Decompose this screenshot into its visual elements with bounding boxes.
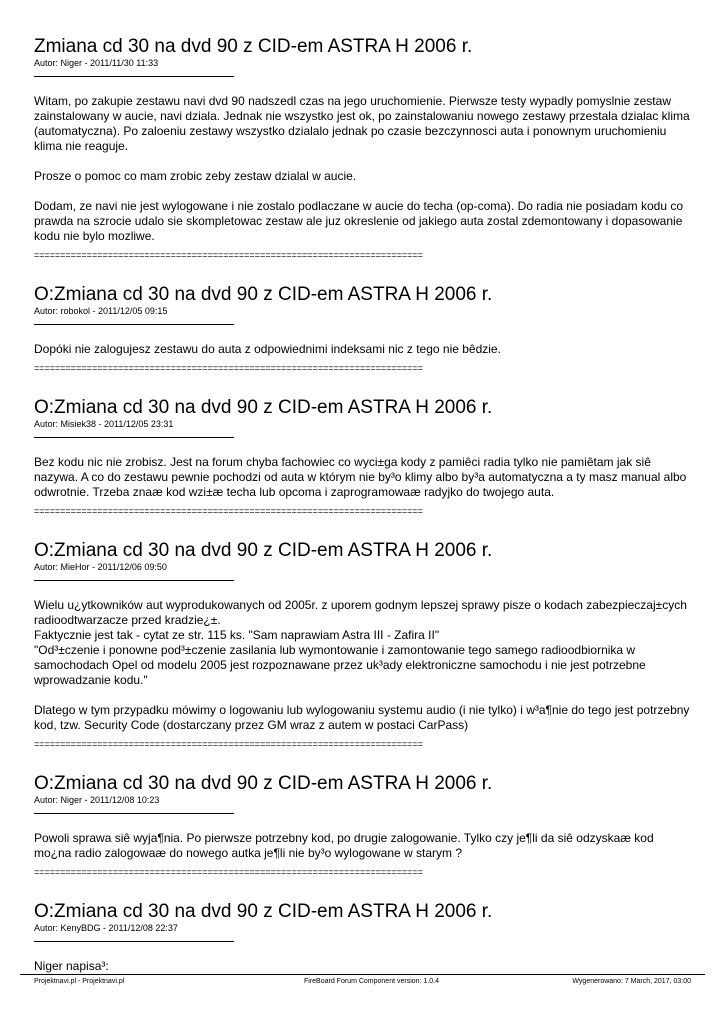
post-title: O:Zmiana cd 30 na dvd 90 z CID-em ASTRA H 2006 r. [34,901,493,922]
post-title: O:Zmiana cd 30 na dvd 90 z CID-em ASTRA H 2006 r. [34,773,493,794]
post-body [34,342,694,357]
title-underline [34,941,234,942]
post-body [34,94,694,244]
forum-post [34,540,694,749]
title-underline [34,813,234,814]
post-paragraph: Dodam, ze navi nie jest wylogowane i nie zostalo podlaczane w aucie do techa (op-coma). Do radia nie posiadam kodu co prawda na szrocie udalo sie skompletowac zestaw ale juz okreslenie od jakiego auta zostal zdemontowany i dopasowanie kodu nie bylo mozliwe. [34,199,687,243]
forum-post [34,773,694,877]
post-author: Autor: Misiek38 - 2011/12/05 23:31 [34,419,174,429]
post-separator: ========================================================================== [34,250,423,260]
post-separator: ========================================================================== [34,739,423,749]
post-body [34,455,694,500]
post-paragraph: Bez kodu nic nie zrobisz. Jest na forum chyba fachowiec co wyci±ga kody z pamiêci radia tylko nie pamiêtam jak siê nazywa. A co do zestawu pewnie pochodzi od auta w którym nie by³o klimy albo by³a automatyczna a ty masz manual albo odwrotnie. Trzeba znaæ kod wzi±æ techa lub opcoma i zaprogramowaæ radyjko do twojego auta. [34,455,690,499]
post-paragraph: Witam, po zakupie zestawu navi dvd 90 nadszedl czas na jego uruchomienie. Pierwsze testy wypadly pomyslnie zestaw zainstalowany w aucie, navi dziala. Jednak nie wszystko jest ok, po zainstalowaniu nowego zestawy przestala dzialac klima (automatyczna). Po zaloeniu zestawy wszystko dzialalo jednak po czasie bezczynnosci auta i ponownym uruchomieniu klima nie reaguje. [34,94,694,153]
post-author: Autor: Niger - 2011/11/30 11:33 [34,58,159,68]
forum-post [34,901,694,974]
post-title: O:Zmiana cd 30 na dvd 90 z CID-em ASTRA H 2006 r. [34,284,493,305]
post-paragraph: Powoli sprawa siê wyja¶nia. Po pierwsze potrzebny kod, po drugie zalogowanie. Tylko czy je¶li da siê odzyskaæ kod mo¿na radio zalogowaæ do nowego autka je¶li nie by³o wylogowane w starym ? [34,831,657,860]
post-paragraph: Niger napisa³: [34,959,109,973]
post-paragraph: Wielu u¿ytkowników aut wyprodukowanych od 2005r. z uporem godnym lepszej sprawy pisze o kodach zabezpieczaj±cych radioodtwarzacze przed kradzie¿±. Faktycznie jest tak - cytat ze str. 115 ks. "Sam naprawiam Astra III - Zafira II" "Od³±czenie i ponowne pod³±czenie zasilania lub wymontowanie i zamontowanie tego samego radioodbiornika w samochodach Opel od modelu 2005 jest rozpoznawane przez uk³ady elektroniczne samochodu i nie jest potrzebne wprowadzanie kodu." [34,598,687,687]
post-paragraph: Dopóki nie zalogujesz zestawu do auta z odpowiednimi indeksami nic z tego nie bêdzie. [34,342,501,356]
post-author: Autor: Niger - 2011/12/08 10:23 [34,795,160,805]
post-author: Autor: KenyBDG - 2011/12/08 22:37 [34,923,178,933]
forum-post [34,397,694,516]
post-separator: ========================================================================== [34,867,423,877]
post-body [34,831,694,861]
title-underline [34,437,234,438]
post-title: O:Zmiana cd 30 na dvd 90 z CID-em ASTRA H 2006 r. [34,397,493,418]
page-footer [20,974,705,985]
post-paragraph: Dlatego w tym przypadku mówimy o logowaniu lub wylogowaniu systemu audio (i nie tylko) i w³a¶nie do tego jest potrzebny kod, tzw. Security Code (dostarczany przez GM wraz z autem w postaci CarPass) [34,703,693,732]
post-paragraph: Prosze o pomoc co mam zrobic zeby zestaw dzialal w aucie. [34,169,357,183]
post-body [34,598,694,733]
forum-post [34,284,694,373]
forum-post [34,36,694,260]
footer-generated: Wygenerowano: 7 March, 2017, 03:00 [572,978,691,985]
post-author: Autor: robokol - 2011/12/05 09:15 [34,306,168,316]
title-underline [34,76,234,77]
forum-thread [34,36,694,974]
title-underline [34,324,234,325]
post-body [34,959,694,974]
post-title: Zmiana cd 30 na dvd 90 z CID-em ASTRA H 2006 r. [34,36,473,57]
post-title: O:Zmiana cd 30 na dvd 90 z CID-em ASTRA H 2006 r. [34,540,493,561]
footer-component: FireBoard Forum Component version: 1.0.4 [304,978,440,985]
footer-site: Projektnavi.pl - Projektnavi.pl [34,978,125,985]
post-separator: ========================================================================== [34,363,423,373]
title-underline [34,580,234,581]
post-separator: ========================================================================== [34,506,423,516]
post-author: Autor: MieHor - 2011/12/06 09:50 [34,562,167,572]
